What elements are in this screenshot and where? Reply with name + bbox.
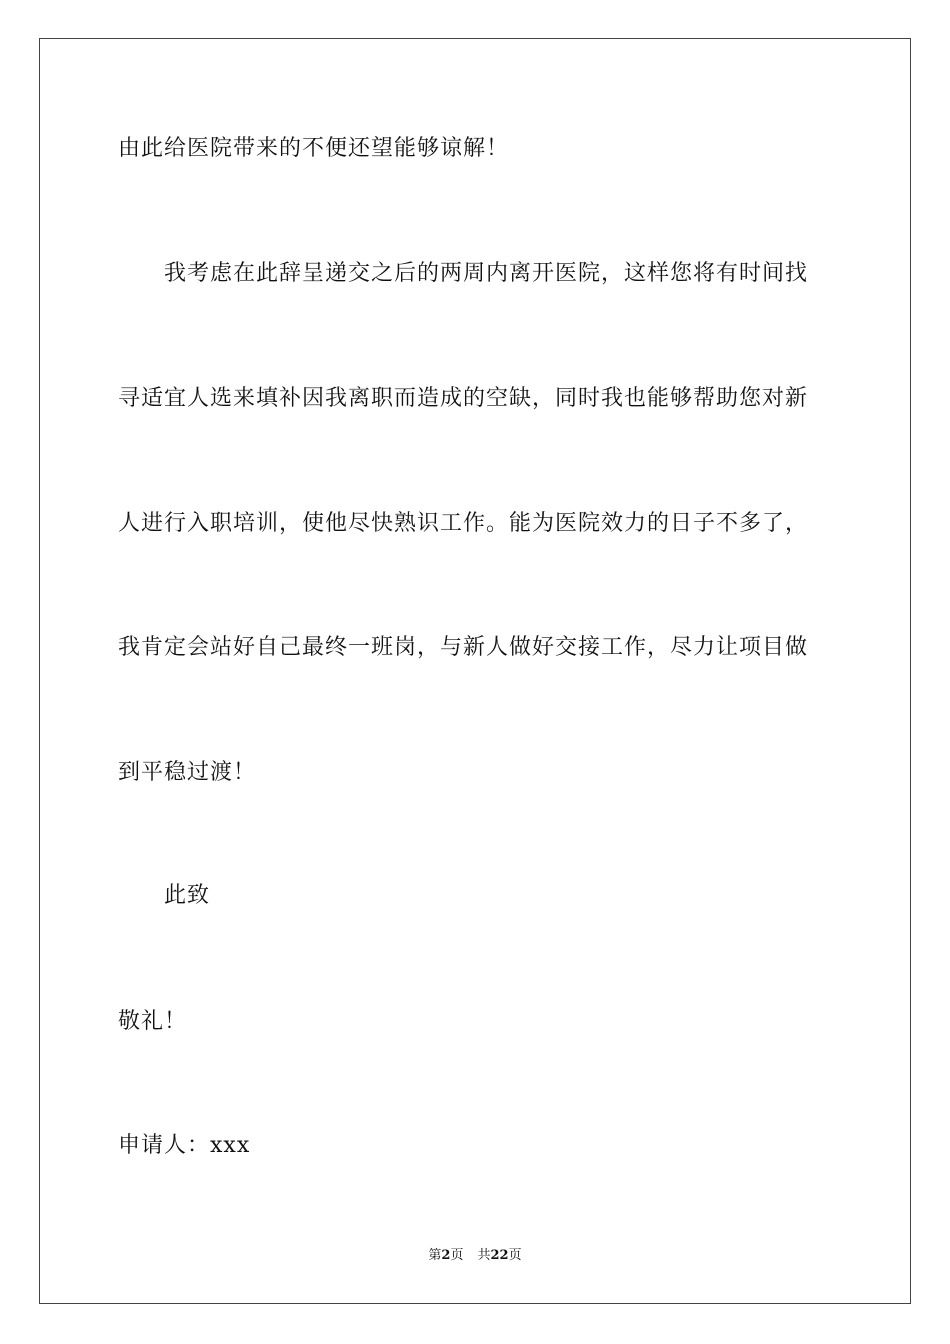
total-page-number: 22 <box>490 1248 509 1263</box>
page-frame <box>39 38 911 1304</box>
text-line-4: 人进行入职培训，使他尽快熟识工作。能为医院效力的日子不多了， <box>118 511 809 536</box>
closing-salutation: 此致 <box>164 883 211 908</box>
closing-respect: 敬礼！ <box>118 1009 188 1034</box>
page-footer <box>0 1247 950 1265</box>
page-label-prefix: 第 <box>428 1248 442 1263</box>
total-label-suffix: 页 <box>508 1248 522 1263</box>
text-line-2: 我考虑在此辞呈递交之后的两周内离开医院，这样您将有时间找 <box>164 261 809 286</box>
applicant-signature: 申请人：xxx <box>118 1133 251 1158</box>
text-line-3: 寻适宜人选来填补因我离职而造成的空缺，同时我也能够帮助您对新 <box>118 386 809 411</box>
text-line-1: 由此给医院带来的不便还望能够谅解！ <box>118 136 510 161</box>
page-label-suffix: 页 <box>450 1248 464 1263</box>
text-line-5: 我肯定会站好自己最终一班岗，与新人做好交接工作，尽力让项目做 <box>118 635 809 660</box>
text-line-6: 到平稳过渡！ <box>118 760 257 785</box>
total-label-prefix: 共 <box>477 1248 491 1263</box>
current-page-number: 2 <box>441 1248 451 1263</box>
